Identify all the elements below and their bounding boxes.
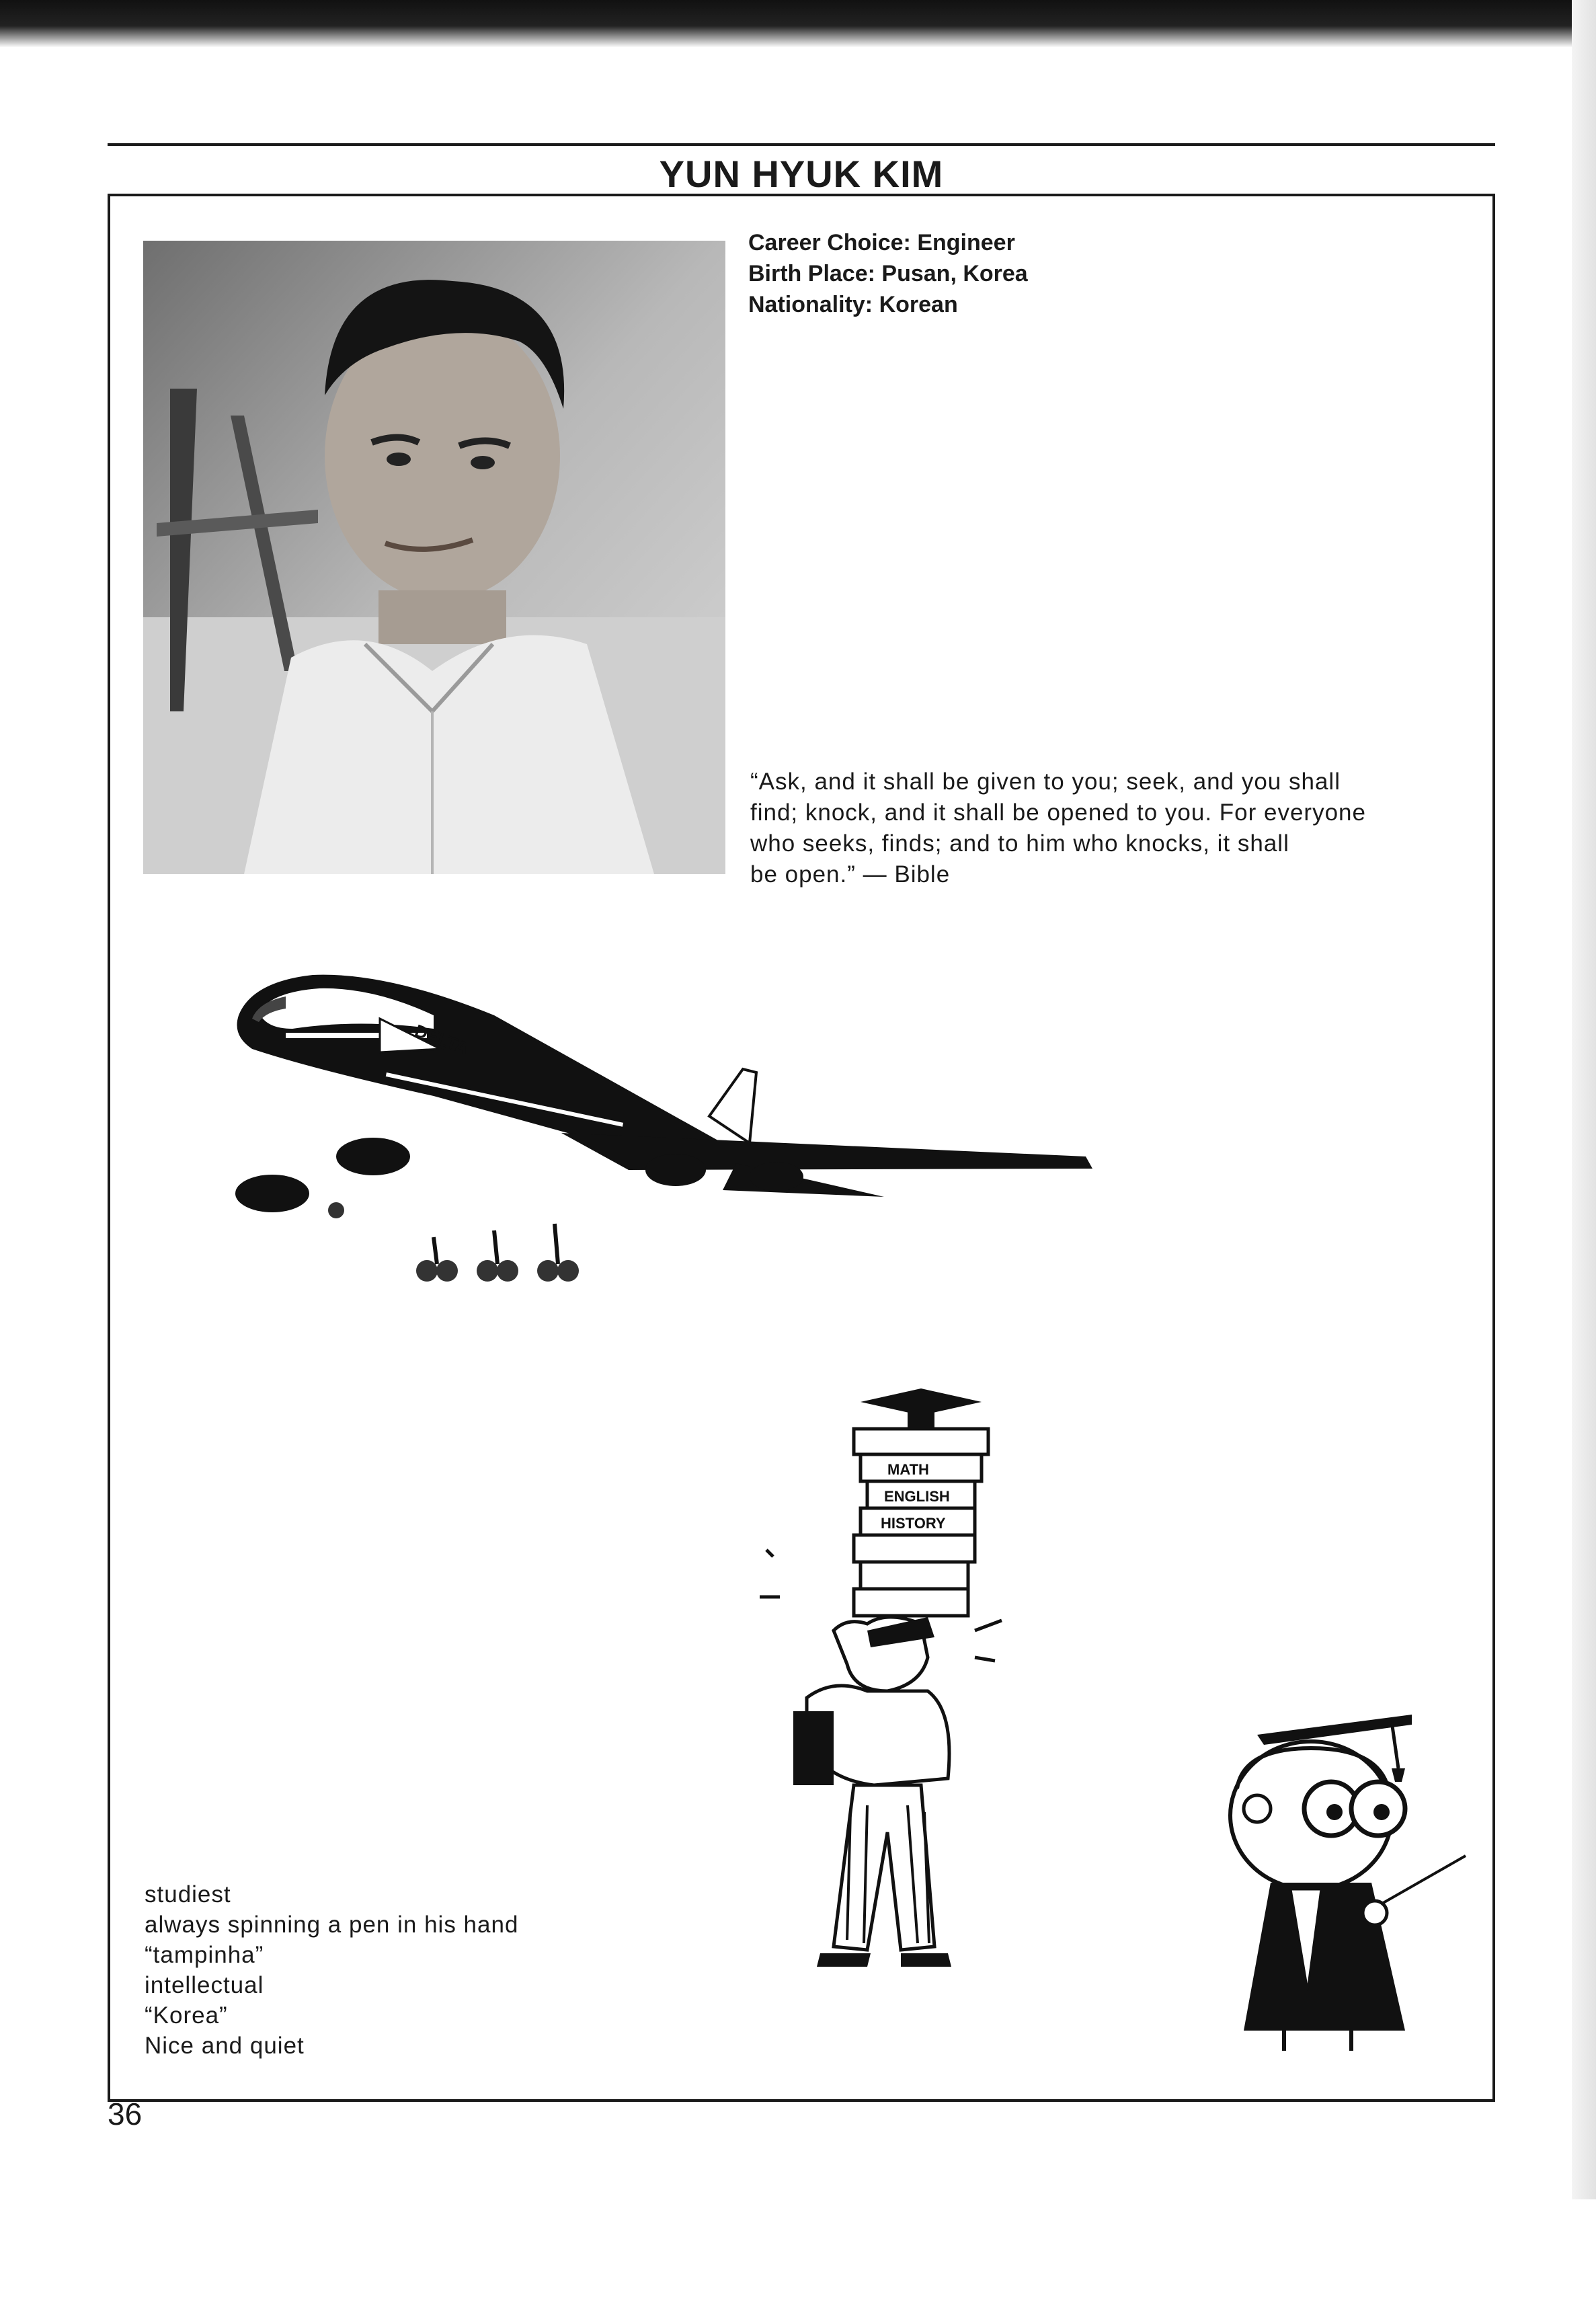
page-number: 36 [108, 2096, 143, 2131]
top-rule [108, 143, 1495, 146]
page-title: YUN HYUK KIM [659, 153, 944, 195]
birth-place-row [748, 258, 1028, 289]
trait-item: Nice and quiet [145, 2033, 305, 2059]
quote-line: find; knock, and it shall be opened to you. For everyone [750, 799, 1366, 826]
nationality-row [748, 289, 1028, 320]
page-edge [1572, 0, 1596, 2199]
info-value: Engineer [917, 230, 1015, 256]
quote-line: be open.” — Bible [750, 861, 951, 888]
airline-livery: DELTA [411, 1020, 472, 1058]
career-choice-row [748, 227, 1028, 258]
scan-border [0, 0, 1596, 47]
airplane-illustration [212, 955, 1099, 1304]
graduate-character-illustration [1190, 1708, 1472, 2057]
trait-item: always spinning a pen in his hand [145, 1912, 519, 1938]
info-label: Birth Place: [748, 261, 875, 286]
book-label-history: HISTORY [881, 1515, 946, 1532]
info-label: Nationality: [748, 292, 873, 317]
info-label: Career Choice: [748, 230, 911, 256]
trait-item: “tampinha” [145, 1942, 264, 1968]
bible-quote [750, 767, 1463, 890]
trait-item: intellectual [145, 1972, 264, 1998]
quote-line: who seeks, finds; and to him who knocks, it shall [750, 830, 1289, 857]
book-label-math: MATH [887, 1461, 929, 1478]
info-value: Korean [879, 292, 958, 317]
trait-item: “Korea” [145, 2002, 228, 2029]
trait-item: studiest [145, 1881, 231, 1908]
profile-info [748, 227, 1028, 320]
student-with-books-illustration [753, 1375, 1049, 2310]
portrait-photo [143, 241, 725, 874]
quote-line: “Ask, and it shall be given to you; seek, and you shall [750, 769, 1341, 795]
book-label-english: ENGLISH [884, 1488, 950, 1505]
traits-list [145, 1879, 518, 2061]
info-value: Pusan, Korea [881, 261, 1028, 286]
